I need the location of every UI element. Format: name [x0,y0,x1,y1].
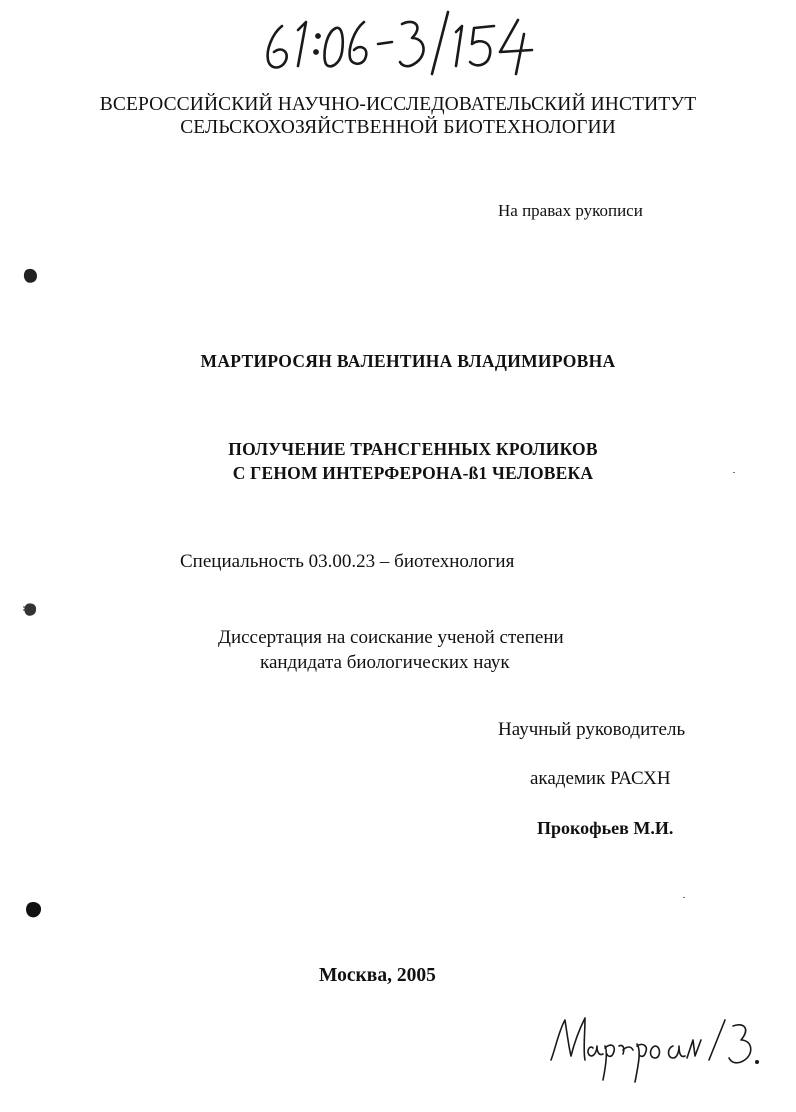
title-line-2: С ГЕНОМ ИНТЕРФЕРОНА-ß1 ЧЕЛОВЕКА [232,463,594,483]
author-name: МАРТИРОСЯН ВАЛЕНТИНА ВЛАДИМИРОВНА [200,351,616,371]
author-signature [545,1010,775,1090]
institute-line-1: ВСЕРОССИЙСКИЙ НАУЧНО-ИССЛЕДОВАТЕЛЬСКИЙ ИНСТИТУТ [99,94,697,115]
binder-hole-mark-top [22,267,40,285]
degree-statement [218,625,564,675]
binder-hole-mark-middle [22,601,40,619]
handwritten-archive-code [262,8,542,78]
institute-line-2: СЕЛЬСКОХОЗЯЙСТВЕННОЙ БИОТЕХНОЛОГИИ [180,117,616,138]
supervisor-label: Научный руководитель [498,719,686,740]
supervisor-name: Прокофьев М.И. [537,818,674,838]
manuscript-rights-note: На правах рукописи [498,201,643,220]
city-and-year: Москва, 2005 [319,965,436,986]
scan-speck [733,472,735,473]
specialty: Специальность 03.00.23 – биотехнология [180,551,515,572]
supervisor-rank: академик РАСХН [530,768,671,789]
binder-hole-mark-bottom [24,900,44,920]
dissertation-title [0,437,796,485]
title-line-1: ПОЛУЧЕНИЕ ТРАНСГЕННЫХ КРОЛИКОВ [228,439,598,459]
institute-name [0,93,796,139]
degree-line-1: Диссертация на соискание ученой степени [218,627,564,648]
scan-speck [683,897,685,898]
degree-line-2: кандидата биологических наук [260,652,510,673]
